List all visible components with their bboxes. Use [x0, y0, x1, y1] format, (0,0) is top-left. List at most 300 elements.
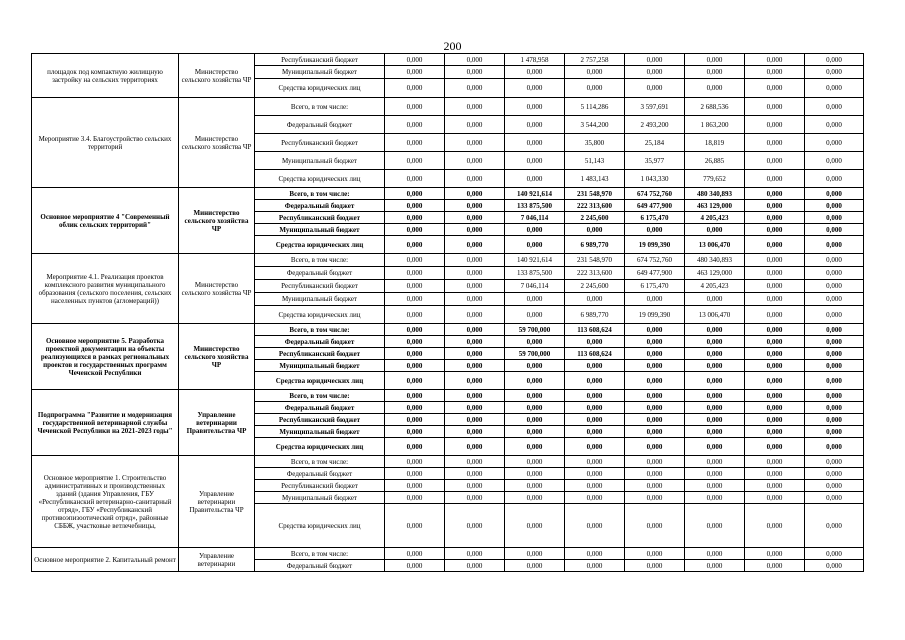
- value-cell: 0,000: [445, 480, 505, 492]
- table-row: [32, 456, 864, 468]
- value-cell: 0,000: [805, 348, 864, 360]
- value-cell: 222 313,600: [565, 267, 625, 280]
- value-cell: 0,000: [805, 170, 864, 188]
- value-cell: 0,000: [685, 492, 745, 504]
- activity-name-cell: Мероприятие 4.1. Реализация проектов комплексного развития муниципального образования (сельского поселения, сельских населенных пунктов (агломераций)): [32, 254, 179, 324]
- value-cell: 0,000: [805, 188, 864, 200]
- value-cell: 0,000: [445, 324, 505, 336]
- value-cell: 19 099,390: [625, 306, 685, 324]
- value-cell: 0,000: [445, 360, 505, 372]
- value-cell: 0,000: [385, 492, 445, 504]
- funding-source-cell: Муниципальный бюджет: [255, 360, 385, 372]
- value-cell: 0,000: [385, 306, 445, 324]
- value-cell: 0,000: [505, 372, 565, 390]
- value-cell: 0,000: [565, 372, 625, 390]
- value-cell: 0,000: [625, 492, 685, 504]
- value-cell: 649 477,900: [625, 267, 685, 280]
- value-cell: 0,000: [505, 438, 565, 456]
- value-cell: 2 688,536: [685, 98, 745, 116]
- value-cell: 0,000: [445, 134, 505, 152]
- value-cell: 7 046,114: [505, 212, 565, 224]
- value-cell: 0,000: [745, 236, 805, 254]
- table-row: [32, 188, 864, 200]
- value-cell: 0,000: [805, 480, 864, 492]
- value-cell: 0,000: [805, 254, 864, 267]
- funding-source-cell: Средства юридических лиц: [255, 306, 385, 324]
- value-cell: 0,000: [685, 402, 745, 414]
- value-cell: 0,000: [445, 414, 505, 426]
- value-cell: 0,000: [805, 560, 864, 572]
- table-row: [32, 254, 864, 267]
- value-cell: 0,000: [445, 390, 505, 402]
- value-cell: 0,000: [565, 402, 625, 414]
- value-cell: 2 245,600: [565, 280, 625, 293]
- funding-source-cell: Всего, в том числе:: [255, 188, 385, 200]
- value-cell: 0,000: [745, 438, 805, 456]
- value-cell: 0,000: [385, 560, 445, 572]
- value-cell: 0,000: [805, 200, 864, 212]
- value-cell: 0,000: [745, 280, 805, 293]
- value-cell: 0,000: [505, 560, 565, 572]
- value-cell: 0,000: [445, 468, 505, 480]
- value-cell: 0,000: [745, 79, 805, 98]
- value-cell: 0,000: [805, 116, 864, 134]
- value-cell: 0,000: [685, 456, 745, 468]
- value-cell: 0,000: [685, 360, 745, 372]
- value-cell: 1 478,958: [505, 54, 565, 66]
- value-cell: 0,000: [745, 324, 805, 336]
- value-cell: 0,000: [505, 456, 565, 468]
- value-cell: 0,000: [625, 348, 685, 360]
- value-cell: 0,000: [385, 390, 445, 402]
- value-cell: 0,000: [565, 390, 625, 402]
- value-cell: 0,000: [625, 293, 685, 306]
- value-cell: 0,000: [445, 280, 505, 293]
- value-cell: 0,000: [445, 306, 505, 324]
- value-cell: 0,000: [805, 224, 864, 236]
- value-cell: 0,000: [685, 390, 745, 402]
- funding-source-cell: Всего, в том числе:: [255, 254, 385, 267]
- value-cell: 26,885: [685, 152, 745, 170]
- value-cell: 0,000: [805, 54, 864, 66]
- funding-source-cell: Федеральный бюджет: [255, 468, 385, 480]
- value-cell: 59 700,000: [505, 348, 565, 360]
- value-cell: 0,000: [505, 116, 565, 134]
- value-cell: 0,000: [685, 372, 745, 390]
- value-cell: 0,000: [805, 492, 864, 504]
- value-cell: 0,000: [745, 548, 805, 560]
- value-cell: 0,000: [385, 267, 445, 280]
- value-cell: 0,000: [805, 98, 864, 116]
- value-cell: 0,000: [625, 402, 685, 414]
- value-cell: 0,000: [445, 224, 505, 236]
- value-cell: 0,000: [445, 426, 505, 438]
- value-cell: 0,000: [625, 456, 685, 468]
- executor-cell: Министерство сельского хозяйства ЧР: [179, 324, 255, 390]
- value-cell: 0,000: [385, 548, 445, 560]
- value-cell: 0,000: [505, 480, 565, 492]
- value-cell: 0,000: [805, 152, 864, 170]
- value-cell: 0,000: [745, 348, 805, 360]
- page-number: 200: [443, 39, 462, 53]
- value-cell: 0,000: [805, 212, 864, 224]
- value-cell: 0,000: [565, 480, 625, 492]
- value-cell: 0,000: [745, 402, 805, 414]
- value-cell: 2 245,600: [565, 212, 625, 224]
- value-cell: 0,000: [565, 66, 625, 79]
- value-cell: 0,000: [745, 267, 805, 280]
- value-cell: 0,000: [625, 468, 685, 480]
- value-cell: 0,000: [625, 504, 685, 548]
- value-cell: 0,000: [625, 372, 685, 390]
- value-cell: 6 989,770: [565, 306, 625, 324]
- value-cell: 0,000: [445, 188, 505, 200]
- value-cell: 0,000: [745, 200, 805, 212]
- value-cell: 0,000: [565, 548, 625, 560]
- value-cell: 5 114,286: [565, 98, 625, 116]
- value-cell: 0,000: [805, 134, 864, 152]
- value-cell: 463 129,000: [685, 200, 745, 212]
- value-cell: 0,000: [505, 492, 565, 504]
- table-row: [32, 98, 864, 116]
- value-cell: 0,000: [505, 134, 565, 152]
- funding-source-cell: Средства юридических лиц: [255, 170, 385, 188]
- value-cell: 0,000: [685, 336, 745, 348]
- value-cell: 674 752,760: [625, 188, 685, 200]
- value-cell: 0,000: [385, 426, 445, 438]
- value-cell: 0,000: [565, 336, 625, 348]
- funding-source-cell: Всего, в том числе:: [255, 456, 385, 468]
- value-cell: 0,000: [385, 254, 445, 267]
- value-cell: 0,000: [445, 336, 505, 348]
- value-cell: 0,000: [385, 480, 445, 492]
- value-cell: 4 205,423: [685, 280, 745, 293]
- value-cell: 0,000: [745, 504, 805, 548]
- value-cell: 0,000: [685, 504, 745, 548]
- value-cell: 0,000: [445, 170, 505, 188]
- value-cell: 0,000: [745, 170, 805, 188]
- value-cell: 0,000: [745, 224, 805, 236]
- value-cell: 0,000: [805, 324, 864, 336]
- value-cell: 0,000: [385, 468, 445, 480]
- value-cell: 0,000: [745, 188, 805, 200]
- value-cell: 0,000: [385, 456, 445, 468]
- value-cell: 463 129,000: [685, 267, 745, 280]
- value-cell: 0,000: [385, 504, 445, 548]
- value-cell: 0,000: [625, 324, 685, 336]
- funding-source-cell: Республиканский бюджет: [255, 212, 385, 224]
- funding-source-cell: Республиканский бюджет: [255, 134, 385, 152]
- value-cell: 0,000: [445, 438, 505, 456]
- value-cell: 0,000: [505, 170, 565, 188]
- value-cell: 0,000: [505, 336, 565, 348]
- value-cell: 0,000: [685, 560, 745, 572]
- activity-name-cell: Мероприятие 3.4. Благоустройство сельских территорий: [32, 98, 179, 188]
- value-cell: 2 757,258: [565, 54, 625, 66]
- value-cell: 0,000: [625, 548, 685, 560]
- value-cell: 0,000: [805, 236, 864, 254]
- value-cell: 0,000: [505, 306, 565, 324]
- executor-cell: Министерство сельского хозяйства ЧР: [179, 188, 255, 254]
- executor-cell: Управление ветеринарии Правительства ЧР: [179, 390, 255, 456]
- value-cell: 0,000: [505, 360, 565, 372]
- value-cell: 0,000: [385, 79, 445, 98]
- value-cell: 0,000: [745, 293, 805, 306]
- funding-source-cell: Республиканский бюджет: [255, 280, 385, 293]
- value-cell: 0,000: [445, 98, 505, 116]
- value-cell: 0,000: [445, 200, 505, 212]
- value-cell: 0,000: [445, 254, 505, 267]
- value-cell: 0,000: [505, 402, 565, 414]
- activity-name-cell: Основное мероприятие 1. Строительство административных и производственных зданий (здания Управления, ГБУ «Республиканский ветеринарно-санитарный отряд», ГБУ «Республиканский противоэпизоотический отряд», районные СББЖ, участковые ветлечебницы,: [32, 456, 179, 548]
- value-cell: 0,000: [385, 414, 445, 426]
- activity-name-cell: Основное мероприятие 5. Разработка проектной документации на объекты реализующихся в рамках региональных проектов и государственных программ Чеченской Республики: [32, 324, 179, 390]
- value-cell: 0,000: [445, 79, 505, 98]
- value-cell: 0,000: [565, 79, 625, 98]
- funding-source-cell: Всего, в том числе:: [255, 324, 385, 336]
- funding-source-cell: Муниципальный бюджет: [255, 152, 385, 170]
- value-cell: 0,000: [805, 414, 864, 426]
- value-cell: 674 752,760: [625, 254, 685, 267]
- value-cell: 0,000: [385, 280, 445, 293]
- value-cell: 0,000: [625, 414, 685, 426]
- value-cell: 0,000: [745, 372, 805, 390]
- value-cell: 480 340,893: [685, 254, 745, 267]
- funding-source-cell: Федеральный бюджет: [255, 200, 385, 212]
- funding-source-cell: Республиканский бюджет: [255, 414, 385, 426]
- funding-source-cell: Средства юридических лиц: [255, 504, 385, 548]
- value-cell: 0,000: [745, 152, 805, 170]
- value-cell: 0,000: [685, 548, 745, 560]
- value-cell: 113 608,624: [565, 324, 625, 336]
- value-cell: 0,000: [385, 372, 445, 390]
- value-cell: 0,000: [805, 267, 864, 280]
- value-cell: 480 340,893: [685, 188, 745, 200]
- value-cell: 0,000: [685, 224, 745, 236]
- value-cell: 3 544,200: [565, 116, 625, 134]
- value-cell: 0,000: [565, 438, 625, 456]
- funding-source-cell: Республиканский бюджет: [255, 54, 385, 66]
- value-cell: 13 006,470: [685, 306, 745, 324]
- value-cell: 0,000: [385, 293, 445, 306]
- value-cell: 0,000: [745, 468, 805, 480]
- value-cell: 0,000: [445, 402, 505, 414]
- value-cell: 0,000: [505, 98, 565, 116]
- value-cell: 0,000: [745, 98, 805, 116]
- value-cell: 0,000: [745, 212, 805, 224]
- value-cell: 13 006,470: [685, 236, 745, 254]
- value-cell: 0,000: [445, 212, 505, 224]
- value-cell: 0,000: [625, 66, 685, 79]
- value-cell: 1 483,143: [565, 170, 625, 188]
- value-cell: 0,000: [385, 170, 445, 188]
- funding-source-cell: Муниципальный бюджет: [255, 492, 385, 504]
- budget-table: [31, 53, 864, 572]
- value-cell: 0,000: [745, 54, 805, 66]
- value-cell: 0,000: [805, 372, 864, 390]
- value-cell: 0,000: [745, 254, 805, 267]
- value-cell: 0,000: [445, 152, 505, 170]
- value-cell: 35,977: [625, 152, 685, 170]
- value-cell: 35,800: [565, 134, 625, 152]
- funding-source-cell: Муниципальный бюджет: [255, 426, 385, 438]
- value-cell: 0,000: [445, 372, 505, 390]
- value-cell: 51,143: [565, 152, 625, 170]
- value-cell: 0,000: [385, 134, 445, 152]
- value-cell: 0,000: [565, 414, 625, 426]
- value-cell: 0,000: [805, 336, 864, 348]
- value-cell: 0,000: [805, 548, 864, 560]
- value-cell: 0,000: [385, 236, 445, 254]
- value-cell: 0,000: [625, 54, 685, 66]
- value-cell: 0,000: [385, 188, 445, 200]
- funding-source-cell: Федеральный бюджет: [255, 560, 385, 572]
- value-cell: 0,000: [385, 98, 445, 116]
- value-cell: 0,000: [445, 456, 505, 468]
- value-cell: 0,000: [805, 438, 864, 456]
- activity-name-cell: Основное мероприятие 4 "Современный облик сельских территорий": [32, 188, 179, 254]
- value-cell: 0,000: [445, 548, 505, 560]
- funding-source-cell: Всего, в том числе:: [255, 548, 385, 560]
- table-row: [32, 548, 864, 560]
- value-cell: 0,000: [565, 293, 625, 306]
- activity-name-cell: Основное мероприятие 2. Капитальный ремонт: [32, 548, 179, 572]
- value-cell: 0,000: [625, 336, 685, 348]
- value-cell: 0,000: [685, 480, 745, 492]
- value-cell: 113 608,624: [565, 348, 625, 360]
- value-cell: 0,000: [745, 414, 805, 426]
- value-cell: 0,000: [385, 360, 445, 372]
- table-row: [32, 390, 864, 402]
- value-cell: 0,000: [445, 504, 505, 548]
- value-cell: 0,000: [805, 468, 864, 480]
- value-cell: 0,000: [745, 134, 805, 152]
- funding-source-cell: Федеральный бюджет: [255, 267, 385, 280]
- value-cell: 0,000: [805, 66, 864, 79]
- executor-cell: Управление ветеринарии: [179, 548, 255, 572]
- funding-source-cell: Средства юридических лиц: [255, 236, 385, 254]
- activity-name-cell: Подпрограмма "Развитие и модернизация государственной ветеринарной службы Чеченской Республики на 2021-2023 годы": [32, 390, 179, 456]
- value-cell: 0,000: [625, 360, 685, 372]
- value-cell: 0,000: [745, 360, 805, 372]
- value-cell: 0,000: [505, 152, 565, 170]
- value-cell: 0,000: [445, 66, 505, 79]
- executor-cell: Министерство сельского хозяйства ЧР: [179, 254, 255, 324]
- value-cell: 18,819: [685, 134, 745, 152]
- value-cell: 0,000: [745, 116, 805, 134]
- value-cell: 0,000: [685, 79, 745, 98]
- value-cell: 0,000: [385, 116, 445, 134]
- funding-source-cell: Федеральный бюджет: [255, 116, 385, 134]
- value-cell: 0,000: [685, 468, 745, 480]
- value-cell: 0,000: [445, 293, 505, 306]
- value-cell: 0,000: [445, 560, 505, 572]
- value-cell: 0,000: [805, 456, 864, 468]
- value-cell: 0,000: [385, 324, 445, 336]
- value-cell: 0,000: [445, 236, 505, 254]
- value-cell: 0,000: [745, 426, 805, 438]
- value-cell: 0,000: [685, 293, 745, 306]
- value-cell: 0,000: [805, 390, 864, 402]
- value-cell: 0,000: [685, 414, 745, 426]
- value-cell: 0,000: [385, 336, 445, 348]
- value-cell: 0,000: [385, 212, 445, 224]
- value-cell: 0,000: [745, 336, 805, 348]
- funding-source-cell: Средства юридических лиц: [255, 372, 385, 390]
- value-cell: 0,000: [805, 280, 864, 293]
- value-cell: 0,000: [625, 390, 685, 402]
- value-cell: 0,000: [625, 438, 685, 456]
- table-row: [32, 54, 864, 66]
- funding-source-cell: Всего, в том числе:: [255, 98, 385, 116]
- value-cell: 1 863,200: [685, 116, 745, 134]
- value-cell: 0,000: [625, 480, 685, 492]
- value-cell: 0,000: [745, 306, 805, 324]
- value-cell: 0,000: [805, 293, 864, 306]
- funding-source-cell: Муниципальный бюджет: [255, 66, 385, 79]
- value-cell: 6 989,770: [565, 236, 625, 254]
- value-cell: 0,000: [385, 402, 445, 414]
- executor-cell: Управление ветеринарии Правительства ЧР: [179, 456, 255, 548]
- value-cell: 0,000: [385, 66, 445, 79]
- value-cell: 0,000: [565, 456, 625, 468]
- value-cell: 0,000: [625, 560, 685, 572]
- value-cell: 0,000: [805, 79, 864, 98]
- value-cell: 0,000: [565, 504, 625, 548]
- funding-source-cell: Федеральный бюджет: [255, 402, 385, 414]
- value-cell: 0,000: [445, 348, 505, 360]
- value-cell: 0,000: [745, 456, 805, 468]
- value-cell: 0,000: [565, 492, 625, 504]
- value-cell: 6 175,470: [625, 280, 685, 293]
- funding-source-cell: Федеральный бюджет: [255, 336, 385, 348]
- value-cell: 0,000: [685, 438, 745, 456]
- value-cell: 25,184: [625, 134, 685, 152]
- value-cell: 0,000: [745, 390, 805, 402]
- value-cell: 0,000: [625, 79, 685, 98]
- value-cell: 0,000: [385, 348, 445, 360]
- value-cell: 0,000: [385, 224, 445, 236]
- funding-source-cell: Всего, в том числе:: [255, 390, 385, 402]
- value-cell: 19 099,390: [625, 236, 685, 254]
- value-cell: 133 875,500: [505, 267, 565, 280]
- value-cell: 0,000: [505, 414, 565, 426]
- value-cell: 0,000: [505, 236, 565, 254]
- value-cell: 779,652: [685, 170, 745, 188]
- value-cell: 0,000: [445, 116, 505, 134]
- value-cell: 4 205,423: [685, 212, 745, 224]
- value-cell: 0,000: [745, 66, 805, 79]
- value-cell: 0,000: [505, 548, 565, 560]
- funding-source-cell: Муниципальный бюджет: [255, 293, 385, 306]
- value-cell: 0,000: [685, 66, 745, 79]
- value-cell: 0,000: [505, 224, 565, 236]
- value-cell: 0,000: [805, 504, 864, 548]
- value-cell: 0,000: [805, 306, 864, 324]
- value-cell: 0,000: [505, 390, 565, 402]
- value-cell: 649 477,900: [625, 200, 685, 212]
- value-cell: 0,000: [565, 426, 625, 438]
- funding-source-cell: Средства юридических лиц: [255, 79, 385, 98]
- value-cell: 0,000: [565, 468, 625, 480]
- value-cell: 222 313,600: [565, 200, 625, 212]
- value-cell: 0,000: [805, 360, 864, 372]
- value-cell: 0,000: [445, 267, 505, 280]
- value-cell: 0,000: [625, 224, 685, 236]
- value-cell: 140 921,614: [505, 254, 565, 267]
- value-cell: 0,000: [805, 426, 864, 438]
- activity-name-cell: площадок под компактную жилищную застройку на сельских территориях: [32, 54, 179, 98]
